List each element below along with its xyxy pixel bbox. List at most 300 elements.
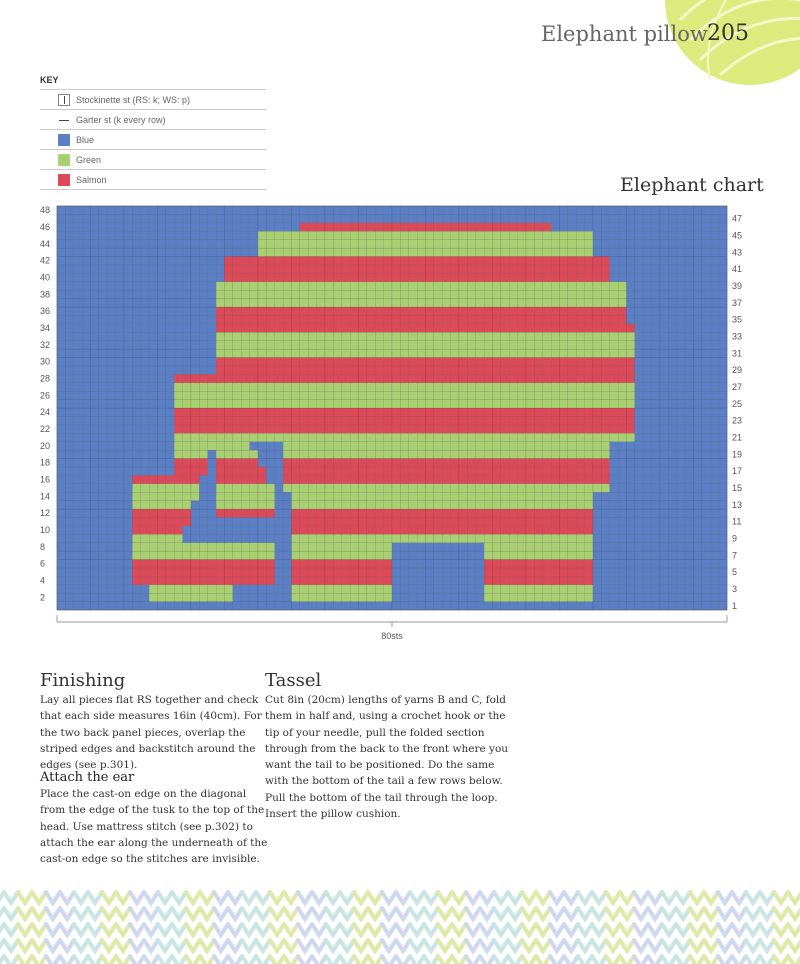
chart-cell xyxy=(250,341,258,349)
chart-cell xyxy=(65,568,73,576)
chart-cell xyxy=(258,332,266,340)
chart-cell xyxy=(610,433,618,441)
chart-cell xyxy=(585,602,593,610)
chart-cell xyxy=(292,517,300,525)
chart-cell xyxy=(367,391,375,399)
chart-cell xyxy=(250,231,258,239)
chart-cell xyxy=(493,290,501,298)
chart-cell xyxy=(518,442,526,450)
chart-cell xyxy=(543,265,551,273)
chart-cell xyxy=(710,290,718,298)
chart-cell xyxy=(585,231,593,239)
knit-stitch-mark xyxy=(774,956,800,964)
chart-cell xyxy=(426,400,434,408)
chart-cell xyxy=(392,517,400,525)
chart-cell xyxy=(107,509,115,517)
knit-stitch-mark xyxy=(242,924,270,935)
chart-cell xyxy=(543,374,551,382)
chart-cell xyxy=(451,416,459,424)
chart-cell xyxy=(350,273,358,281)
chart-cell xyxy=(451,206,459,214)
chart-cell xyxy=(166,576,174,584)
chart-cell xyxy=(367,543,375,551)
chart-cell xyxy=(668,475,676,483)
chart-cell xyxy=(367,400,375,408)
chart-cell xyxy=(325,374,333,382)
chart-cell xyxy=(199,248,207,256)
chart-cell xyxy=(543,576,551,584)
chart-cell xyxy=(677,543,685,551)
chart-cell xyxy=(409,383,417,391)
chart-cell xyxy=(509,602,517,610)
chart-cell xyxy=(116,450,124,458)
chart-cell xyxy=(342,324,350,332)
chart-cell xyxy=(158,560,166,568)
chart-cell xyxy=(484,459,492,467)
chart-cell xyxy=(467,332,475,340)
chart-cell xyxy=(317,299,325,307)
chart-cell xyxy=(702,576,710,584)
chart-cell xyxy=(685,459,693,467)
chart-cell xyxy=(493,484,501,492)
chart-cell xyxy=(710,425,718,433)
chart-cell xyxy=(107,425,115,433)
chart-cell xyxy=(258,433,266,441)
chart-cell xyxy=(534,231,542,239)
chart-cell xyxy=(166,492,174,500)
chart-cell xyxy=(459,299,467,307)
chart-cell xyxy=(250,265,258,273)
chart-cell xyxy=(585,450,593,458)
chart-cell xyxy=(132,214,140,222)
chart-cell xyxy=(149,551,157,559)
chart-cell xyxy=(417,391,425,399)
chart-cell xyxy=(652,315,660,323)
chart-cell xyxy=(618,231,626,239)
chart-cell xyxy=(593,585,601,593)
chart-cell xyxy=(350,265,358,273)
chart-cell xyxy=(643,391,651,399)
chart-cell xyxy=(191,585,199,593)
chart-cell xyxy=(99,568,107,576)
chart-cell xyxy=(509,517,517,525)
chart-cell xyxy=(618,240,626,248)
chart-cell xyxy=(241,433,249,441)
chart-cell xyxy=(601,383,609,391)
chart-cell xyxy=(417,568,425,576)
chart-cell xyxy=(551,383,559,391)
chart-cell xyxy=(618,307,626,315)
chart-cell xyxy=(250,273,258,281)
chart-cell xyxy=(241,408,249,416)
chart-cell xyxy=(283,315,291,323)
chart-cell xyxy=(124,526,132,534)
chart-cell xyxy=(65,206,73,214)
chart-cell xyxy=(216,509,224,517)
chart-cell xyxy=(417,484,425,492)
chart-cell xyxy=(467,425,475,433)
chart-cell xyxy=(610,602,618,610)
knit-stitch-mark xyxy=(466,956,494,964)
chart-cell xyxy=(400,475,408,483)
chart-cell xyxy=(359,358,367,366)
chart-cell xyxy=(174,214,182,222)
chart-cell xyxy=(350,307,358,315)
chart-cell xyxy=(317,324,325,332)
chart-cell xyxy=(158,383,166,391)
chart-cell xyxy=(199,231,207,239)
row-label-right: 31 xyxy=(732,348,743,359)
chart-cell xyxy=(601,459,609,467)
chart-cell xyxy=(518,282,526,290)
row-label-right: 21 xyxy=(732,432,743,443)
chart-cell xyxy=(283,467,291,475)
chart-cell xyxy=(233,459,241,467)
chart-cell xyxy=(308,273,316,281)
chart-cell xyxy=(65,248,73,256)
chart-cell xyxy=(442,459,450,467)
chart-cell xyxy=(627,290,635,298)
chart-cell xyxy=(216,492,224,500)
chart-cell xyxy=(652,374,660,382)
chart-cell xyxy=(710,492,718,500)
chart-cell xyxy=(501,433,509,441)
knit-stitch-mark xyxy=(74,892,102,903)
chart-cell xyxy=(359,332,367,340)
knit-stitch-mark xyxy=(550,940,578,951)
chart-cell xyxy=(124,433,132,441)
chart-cell xyxy=(283,568,291,576)
chart-cell xyxy=(216,602,224,610)
chart-cell xyxy=(702,358,710,366)
chart-cell xyxy=(392,501,400,509)
chart-cell xyxy=(174,534,182,542)
chart-cell xyxy=(560,551,568,559)
chart-cell xyxy=(518,341,526,349)
chart-cell xyxy=(392,400,400,408)
chart-cell xyxy=(668,543,676,551)
chart-cell xyxy=(233,484,241,492)
chart-cell xyxy=(534,585,542,593)
chart-cell xyxy=(266,560,274,568)
chart-cell xyxy=(576,257,584,265)
chart-cell xyxy=(292,223,300,231)
chart-cell xyxy=(409,450,417,458)
chart-cell xyxy=(166,257,174,265)
chart-cell xyxy=(191,576,199,584)
knit-stitch-mark xyxy=(242,908,270,919)
chart-cell xyxy=(400,576,408,584)
chart-cell xyxy=(417,593,425,601)
chart-cell xyxy=(635,543,643,551)
chart-cell xyxy=(476,299,484,307)
chart-cell xyxy=(283,400,291,408)
chart-cell xyxy=(359,534,367,542)
chart-cell xyxy=(451,475,459,483)
chart-cell xyxy=(685,433,693,441)
chart-cell xyxy=(652,332,660,340)
chart-cell xyxy=(199,509,207,517)
chart-cell xyxy=(593,383,601,391)
chart-cell xyxy=(677,265,685,273)
chart-cell xyxy=(593,358,601,366)
chart-cell xyxy=(149,517,157,525)
chart-cell xyxy=(409,543,417,551)
chart-cell xyxy=(91,307,99,315)
chart-cell xyxy=(300,408,308,416)
chart-cell xyxy=(158,214,166,222)
chart-cell xyxy=(292,467,300,475)
chart-cell xyxy=(593,475,601,483)
chart-cell xyxy=(199,450,207,458)
chart-cell xyxy=(258,408,266,416)
chart-cell xyxy=(593,501,601,509)
chart-cell xyxy=(107,560,115,568)
chart-cell xyxy=(685,560,693,568)
chart-cell xyxy=(702,349,710,357)
chart-cell xyxy=(400,450,408,458)
chart-cell xyxy=(183,349,191,357)
chart-cell xyxy=(116,206,124,214)
chart-cell xyxy=(467,484,475,492)
chart-cell xyxy=(467,349,475,357)
chart-cell xyxy=(183,425,191,433)
chart-cell xyxy=(417,408,425,416)
chart-cell xyxy=(132,467,140,475)
chart-cell xyxy=(342,315,350,323)
chart-cell xyxy=(400,551,408,559)
chart-cell xyxy=(635,383,643,391)
chart-cell xyxy=(719,206,727,214)
chart-cell xyxy=(292,282,300,290)
chart-cell xyxy=(199,585,207,593)
chart-cell xyxy=(710,560,718,568)
chart-cell xyxy=(91,206,99,214)
row-label-left: 10 xyxy=(40,525,51,536)
chart-cell xyxy=(493,223,501,231)
chart-cell xyxy=(367,366,375,374)
row-label-left: 14 xyxy=(40,491,51,502)
chart-cell xyxy=(107,433,115,441)
chart-cell xyxy=(359,307,367,315)
chart-cell xyxy=(166,484,174,492)
chart-cell xyxy=(694,206,702,214)
chart-cell xyxy=(375,425,383,433)
chart-cell xyxy=(107,240,115,248)
chart-cell xyxy=(359,400,367,408)
chart-cell xyxy=(283,585,291,593)
chart-cell xyxy=(233,492,241,500)
chart-cell xyxy=(627,585,635,593)
chart-cell xyxy=(710,526,718,534)
chart-cell xyxy=(585,484,593,492)
chart-cell xyxy=(258,450,266,458)
chart-cell xyxy=(493,593,501,601)
chart-cell xyxy=(493,265,501,273)
chart-cell xyxy=(308,560,316,568)
chart-cell xyxy=(652,214,660,222)
chart-cell xyxy=(551,231,559,239)
chart-cell xyxy=(342,576,350,584)
chart-cell xyxy=(426,290,434,298)
chart-cell xyxy=(467,383,475,391)
chart-cell xyxy=(484,551,492,559)
chart-cell xyxy=(91,433,99,441)
chart-cell xyxy=(493,307,501,315)
knit-stitch-mark xyxy=(74,924,102,935)
chart-cell xyxy=(543,560,551,568)
chart-cell xyxy=(635,391,643,399)
knit-stitch-mark xyxy=(354,956,382,964)
chart-cell xyxy=(635,332,643,340)
chart-cell xyxy=(719,374,727,382)
chart-cell xyxy=(601,408,609,416)
chart-cell xyxy=(275,551,283,559)
chart-cell xyxy=(417,543,425,551)
chart-cell xyxy=(509,534,517,542)
chart-cell xyxy=(350,315,358,323)
chart-cell xyxy=(417,349,425,357)
chart-cell xyxy=(183,475,191,483)
chart-cell xyxy=(266,492,274,500)
chart-cell xyxy=(225,602,233,610)
chart-cell xyxy=(585,290,593,298)
chart-cell xyxy=(568,602,576,610)
chart-cell xyxy=(166,568,174,576)
chart-cell xyxy=(694,299,702,307)
chart-cell xyxy=(560,206,568,214)
chart-cell xyxy=(216,383,224,391)
chart-cell xyxy=(409,299,417,307)
chart-cell xyxy=(710,475,718,483)
chart-cell xyxy=(199,358,207,366)
chart-cell xyxy=(350,341,358,349)
chart-cell xyxy=(65,374,73,382)
chart-cell xyxy=(426,433,434,441)
chart-cell xyxy=(593,349,601,357)
chart-cell xyxy=(618,475,626,483)
chart-cell xyxy=(82,273,90,281)
chart-cell xyxy=(593,265,601,273)
chart-cell xyxy=(241,543,249,551)
chart-cell xyxy=(451,576,459,584)
chart-cell xyxy=(434,206,442,214)
chart-cell xyxy=(543,585,551,593)
chart-cell xyxy=(501,517,509,525)
chart-cell xyxy=(241,290,249,298)
chart-cell xyxy=(375,509,383,517)
chart-cell xyxy=(258,374,266,382)
chart-cell xyxy=(459,475,467,483)
chart-cell xyxy=(476,459,484,467)
chart-cell xyxy=(99,509,107,517)
chart-cell xyxy=(116,585,124,593)
chart-cell xyxy=(250,585,258,593)
chart-cell xyxy=(493,475,501,483)
chart-cell xyxy=(166,341,174,349)
chart-cell xyxy=(702,391,710,399)
chart-cell xyxy=(702,517,710,525)
chart-cell xyxy=(652,366,660,374)
chart-cell xyxy=(333,543,341,551)
chart-cell xyxy=(426,534,434,542)
chart-cell xyxy=(283,526,291,534)
chart-cell xyxy=(350,517,358,525)
chart-cell xyxy=(668,332,676,340)
chart-cell xyxy=(484,400,492,408)
chart-cell xyxy=(342,349,350,357)
chart-cell xyxy=(300,543,308,551)
chart-cell xyxy=(392,408,400,416)
chart-cell xyxy=(149,282,157,290)
chart-cell xyxy=(467,214,475,222)
chart-cell xyxy=(308,585,316,593)
chart-cell xyxy=(501,315,509,323)
chart-cell xyxy=(149,332,157,340)
chart-cell xyxy=(610,560,618,568)
chart-cell xyxy=(325,475,333,483)
chart-cell xyxy=(74,400,82,408)
chart-cell xyxy=(233,383,241,391)
chart-cell xyxy=(350,593,358,601)
chart-cell xyxy=(266,526,274,534)
chart-cell xyxy=(107,534,115,542)
chart-cell xyxy=(685,341,693,349)
chart-cell xyxy=(132,484,140,492)
chart-cell xyxy=(82,501,90,509)
chart-cell xyxy=(149,265,157,273)
chart-cell xyxy=(585,442,593,450)
chart-cell xyxy=(91,425,99,433)
knit-stitch-mark xyxy=(662,924,690,935)
chart-cell xyxy=(199,391,207,399)
chart-cell xyxy=(141,484,149,492)
knit-stitch-mark xyxy=(382,908,410,919)
knit-stitch-mark xyxy=(214,940,242,951)
chart-cell xyxy=(476,391,484,399)
chart-cell xyxy=(325,341,333,349)
chart-cell xyxy=(551,206,559,214)
chart-cell xyxy=(719,459,727,467)
chart-cell xyxy=(74,383,82,391)
chart-cell xyxy=(384,576,392,584)
chart-cell xyxy=(275,223,283,231)
chart-cell xyxy=(124,341,132,349)
chart-cell xyxy=(141,585,149,593)
chart-cell xyxy=(459,307,467,315)
chart-cell xyxy=(434,265,442,273)
chart-cell xyxy=(576,332,584,340)
chart-cell xyxy=(442,467,450,475)
chart-cell xyxy=(191,265,199,273)
chart-cell xyxy=(534,425,542,433)
chart-cell xyxy=(610,349,618,357)
chart-cell xyxy=(493,450,501,458)
chart-cell xyxy=(158,273,166,281)
chart-cell xyxy=(149,602,157,610)
chart-cell xyxy=(308,442,316,450)
chart-cell xyxy=(593,391,601,399)
chart-cell xyxy=(417,307,425,315)
chart-cell xyxy=(568,383,576,391)
chart-cell xyxy=(702,257,710,265)
chart-cell xyxy=(568,341,576,349)
chart-cell xyxy=(643,324,651,332)
chart-cell xyxy=(317,416,325,424)
chart-cell xyxy=(308,408,316,416)
chart-cell xyxy=(568,593,576,601)
chart-cell xyxy=(342,282,350,290)
